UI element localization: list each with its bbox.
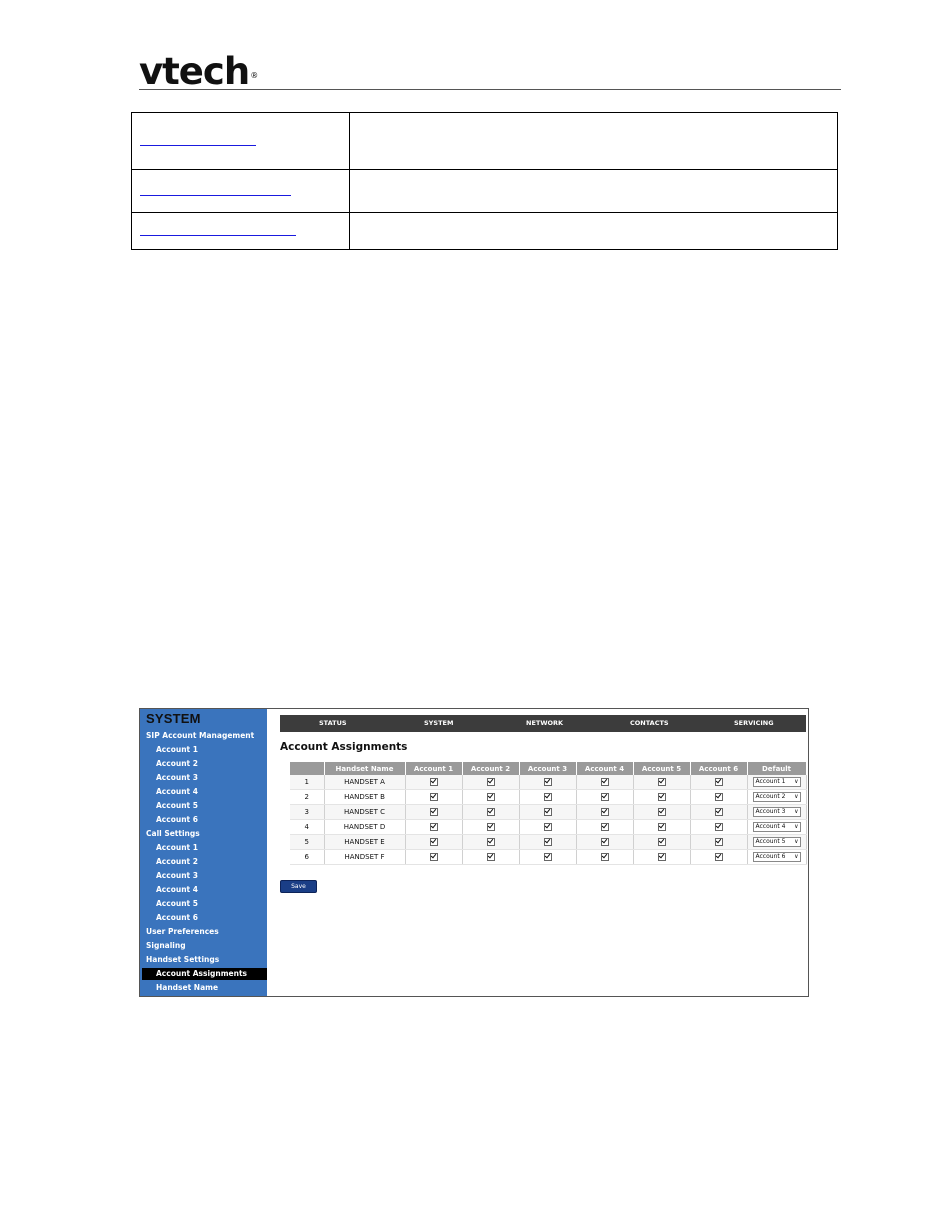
row-index: 4: [290, 820, 324, 835]
nav-system[interactable]: SYSTEM: [424, 719, 454, 727]
sidebar-item-account-2[interactable]: Account 2: [156, 857, 198, 866]
row-index: 5: [290, 835, 324, 850]
account-cell: [633, 805, 690, 820]
account-6-checkbox[interactable]: [715, 793, 723, 801]
account-5-checkbox[interactable]: [658, 823, 666, 831]
account-2-checkbox[interactable]: [487, 793, 495, 801]
handset-name-cell: HANDSET C: [324, 805, 405, 820]
handset-name-cell: HANDSET F: [324, 850, 405, 865]
reference-link-cell[interactable]: [132, 213, 350, 250]
account-cell: [462, 805, 519, 820]
account-cell: [405, 775, 462, 790]
account-1-checkbox[interactable]: [430, 778, 438, 786]
account-6-checkbox[interactable]: [715, 778, 723, 786]
sidebar-item-signaling[interactable]: Signaling: [146, 941, 186, 950]
reference-table: [131, 112, 838, 250]
account-1-checkbox[interactable]: [430, 838, 438, 846]
default-cell: [747, 805, 806, 820]
account-cell: [405, 850, 462, 865]
default-cell: [747, 790, 806, 805]
handset-name-cell: HANDSET B: [324, 790, 405, 805]
reference-description: [350, 213, 838, 250]
reference-row: [132, 113, 838, 170]
reference-link-cell[interactable]: [132, 113, 350, 170]
account-2-checkbox[interactable]: [487, 853, 495, 861]
chevron-down-icon: ∨: [794, 808, 799, 815]
handset-name-cell: HANDSET E: [324, 835, 405, 850]
account-cell: [462, 820, 519, 835]
sidebar-item-sip-account-management[interactable]: SIP Account Management: [146, 731, 255, 740]
account-5-checkbox[interactable]: [658, 793, 666, 801]
account-cell: [576, 850, 633, 865]
account-3-checkbox[interactable]: [544, 778, 552, 786]
row-index: 6: [290, 850, 324, 865]
account-cell: [690, 820, 747, 835]
account-cell: [519, 850, 576, 865]
account-cell: [576, 835, 633, 850]
reference-link-cell[interactable]: [132, 170, 350, 213]
chevron-down-icon: ∨: [794, 793, 799, 800]
account-cell: [633, 775, 690, 790]
chevron-down-icon: ∨: [794, 823, 799, 830]
col-header-account-1: Account 1: [405, 762, 462, 775]
top-navigation: [280, 715, 806, 732]
account-cell: [633, 850, 690, 865]
table-row: [290, 790, 806, 805]
account-6-checkbox[interactable]: [715, 808, 723, 816]
account-cell: [462, 835, 519, 850]
account-cell: [519, 775, 576, 790]
account-3-checkbox[interactable]: [544, 838, 552, 846]
web-ui-screenshot: [139, 708, 809, 997]
account-cell: [690, 790, 747, 805]
account-5-checkbox[interactable]: [658, 838, 666, 846]
handset-name-cell: HANDSET A: [324, 775, 405, 790]
page-title: Account Assignments: [280, 741, 408, 753]
account-4-checkbox[interactable]: [601, 823, 609, 831]
sidebar-item-account-assignments[interactable]: Account Assignments: [142, 968, 267, 980]
account-5-checkbox[interactable]: [658, 778, 666, 786]
account-5-checkbox[interactable]: [658, 808, 666, 816]
default-account-value: Account 5: [755, 838, 786, 845]
account-cell: [576, 820, 633, 835]
account-1-checkbox[interactable]: [430, 823, 438, 831]
sidebar-item-account-1[interactable]: Account 1: [156, 843, 198, 852]
nav-servicing[interactable]: SERVICING: [734, 719, 774, 727]
col-header-default: Default: [747, 762, 806, 775]
account-cell: [519, 790, 576, 805]
reference-row: [132, 213, 838, 250]
reference-link[interactable]: [140, 195, 291, 196]
sidebar-item-account-6[interactable]: Account 6: [156, 913, 198, 922]
account-3-checkbox[interactable]: [544, 793, 552, 801]
account-cell: [405, 820, 462, 835]
table-row: [290, 805, 806, 820]
account-2-checkbox[interactable]: [487, 838, 495, 846]
sidebar-item-account-3[interactable]: Account 3: [156, 871, 198, 880]
table-row: [290, 850, 806, 865]
default-cell: [747, 850, 806, 865]
table-header-row: [290, 762, 806, 775]
account-cell: [576, 790, 633, 805]
table-row: [290, 835, 806, 850]
account-6-checkbox[interactable]: [715, 823, 723, 831]
reference-link[interactable]: [140, 145, 256, 146]
account-cell: [690, 775, 747, 790]
sidebar-item-account-4[interactable]: Account 4: [156, 787, 198, 796]
account-cell: [633, 820, 690, 835]
default-account-value: Account 1: [755, 778, 786, 785]
sidebar-item-account-1[interactable]: Account 1: [156, 745, 198, 754]
account-cell: [519, 820, 576, 835]
col-header-account-4: Account 4: [576, 762, 633, 775]
account-cell: [405, 805, 462, 820]
account-2-checkbox[interactable]: [487, 823, 495, 831]
reference-description: [350, 170, 838, 213]
default-account-value: Account 4: [755, 823, 786, 830]
account-3-checkbox[interactable]: [544, 808, 552, 816]
account-3-checkbox[interactable]: [544, 823, 552, 831]
account-cell: [690, 835, 747, 850]
account-cell: [690, 850, 747, 865]
col-header-account-5: Account 5: [633, 762, 690, 775]
row-index: 1: [290, 775, 324, 790]
sidebar-item-account-4[interactable]: Account 4: [156, 885, 198, 894]
sidebar-item-user-preferences[interactable]: User Preferences: [146, 927, 219, 936]
account-cell: [633, 790, 690, 805]
nav-network[interactable]: NETWORK: [526, 719, 564, 727]
account-cell: [633, 835, 690, 850]
account-cell: [519, 805, 576, 820]
default-account-select[interactable]: [753, 807, 801, 817]
account-cell: [405, 790, 462, 805]
row-index: 3: [290, 805, 324, 820]
default-cell: [747, 835, 806, 850]
sidebar-item-account-5[interactable]: Account 5: [156, 801, 198, 810]
account-4-checkbox[interactable]: [601, 793, 609, 801]
account-cell: [462, 775, 519, 790]
account-1-checkbox[interactable]: [430, 808, 438, 816]
col-header-account-2: Account 2: [462, 762, 519, 775]
col-header-account-6: Account 6: [690, 762, 747, 775]
account-1-checkbox[interactable]: [430, 793, 438, 801]
nav-status[interactable]: STATUS: [319, 719, 347, 727]
account-cell: [576, 775, 633, 790]
header-divider: [139, 89, 841, 90]
account-cell: [576, 805, 633, 820]
default-account-value: Account 2: [755, 793, 786, 800]
account-cell: [462, 790, 519, 805]
account-4-checkbox[interactable]: [601, 778, 609, 786]
default-account-value: Account 3: [755, 808, 786, 815]
sidebar-item-handset-name[interactable]: Handset Name: [156, 983, 219, 992]
sidebar: [140, 709, 267, 996]
account-cell: [519, 835, 576, 850]
reference-row: [132, 170, 838, 213]
account-cell: [405, 835, 462, 850]
row-index: 2: [290, 790, 324, 805]
account-cell: [462, 850, 519, 865]
sidebar-item-account-6[interactable]: Account 6: [156, 815, 198, 824]
table-row: [290, 820, 806, 835]
default-account-select[interactable]: [753, 837, 801, 847]
account-4-checkbox[interactable]: [601, 838, 609, 846]
sidebar-item-account-3[interactable]: Account 3: [156, 773, 198, 782]
sidebar-item-account-2[interactable]: Account 2: [156, 759, 198, 768]
account-6-checkbox[interactable]: [715, 838, 723, 846]
col-header-handset-name: Handset Name: [324, 762, 405, 775]
sidebar-item-account-5[interactable]: Account 5: [156, 899, 198, 908]
col-header-account-3: Account 3: [519, 762, 576, 775]
account-5-checkbox[interactable]: [658, 853, 666, 861]
reference-description: [350, 113, 838, 170]
account-3-checkbox[interactable]: [544, 853, 552, 861]
logo-text: vtech: [139, 50, 250, 93]
default-account-select[interactable]: [753, 777, 801, 787]
account-6-checkbox[interactable]: [715, 853, 723, 861]
sidebar-item-handset-settings[interactable]: Handset Settings: [146, 955, 220, 964]
default-account-select[interactable]: [753, 852, 801, 862]
default-account-select[interactable]: [753, 792, 801, 802]
account-assignments-table: [290, 762, 807, 865]
nav-contacts[interactable]: CONTACTS: [630, 719, 669, 727]
col-header-index: [290, 762, 324, 775]
chevron-down-icon: ∨: [794, 853, 799, 860]
handset-name-cell: HANDSET D: [324, 820, 405, 835]
chevron-down-icon: ∨: [794, 838, 799, 845]
default-account-value: Account 6: [755, 853, 786, 860]
account-1-checkbox[interactable]: [430, 853, 438, 861]
default-cell: [747, 775, 806, 790]
default-cell: [747, 820, 806, 835]
account-4-checkbox[interactable]: [601, 853, 609, 861]
account-2-checkbox[interactable]: [487, 778, 495, 786]
sidebar-title: SYSTEM: [146, 711, 201, 726]
table-row: [290, 775, 806, 790]
account-2-checkbox[interactable]: [487, 808, 495, 816]
default-account-select[interactable]: [753, 822, 801, 832]
chevron-down-icon: ∨: [794, 778, 799, 785]
account-cell: [690, 805, 747, 820]
registered-mark: ®: [250, 71, 258, 80]
reference-link[interactable]: [140, 235, 296, 236]
sidebar-item-call-settings[interactable]: Call Settings: [146, 829, 200, 838]
account-4-checkbox[interactable]: [601, 808, 609, 816]
save-button[interactable]: Save: [280, 880, 317, 893]
vtech-logo: [139, 52, 257, 92]
